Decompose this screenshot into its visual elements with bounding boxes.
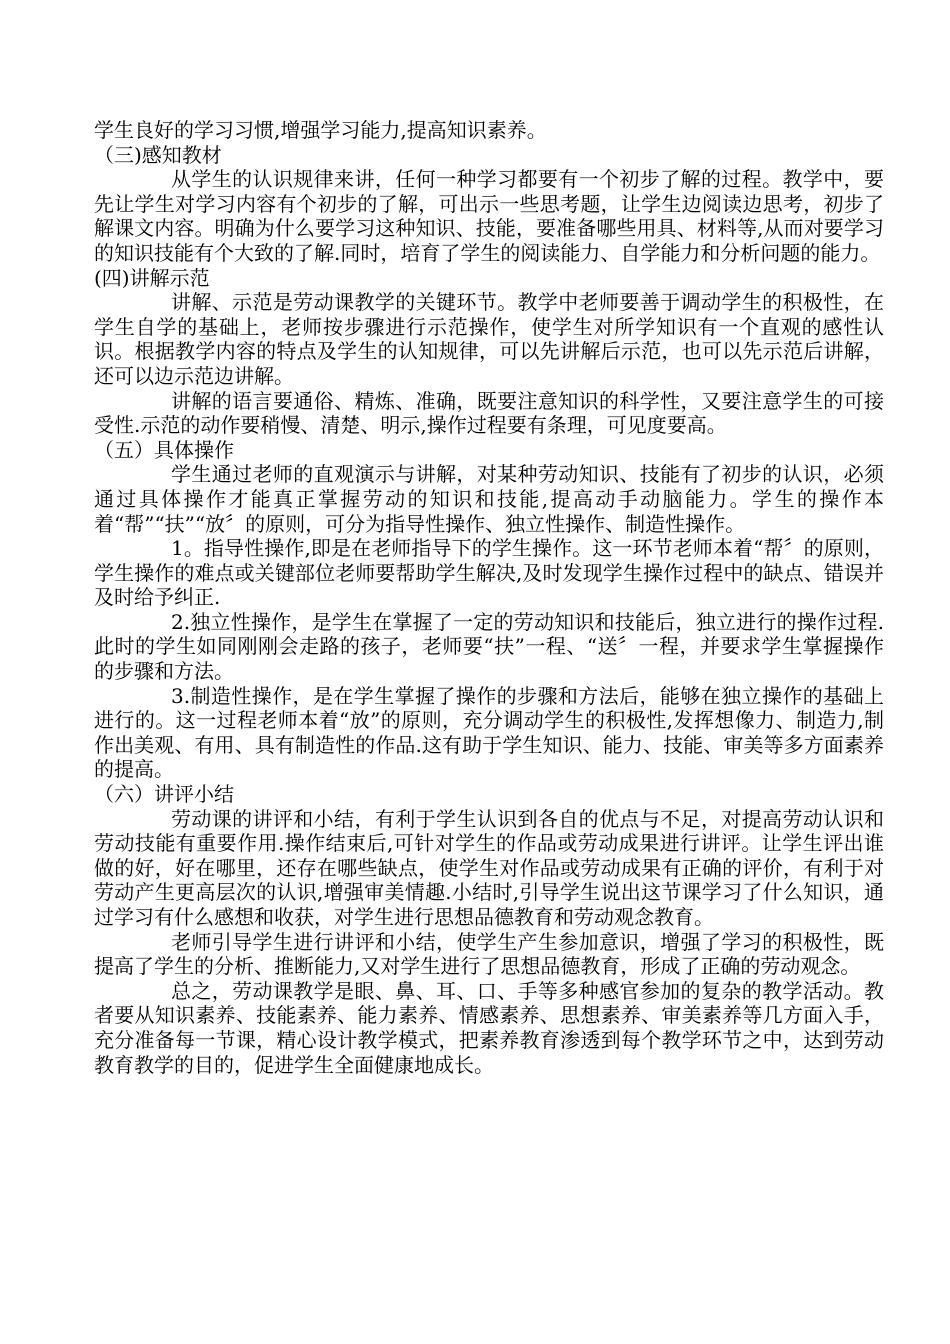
paragraph: 讲解的语言要通俗、精炼、准确，既要注意知识的科学性，又要注意学生的可接受性.示范的动作要稍慢、清楚、明示,操作过程要有条理，可见度要高。 bbox=[94, 388, 884, 438]
section-heading-3: （三)感知教材 bbox=[94, 142, 222, 167]
paragraph: 老师引导学生进行讲评和小结，使学生产生参加意识，增强了学习的积极性，既提高了学生的分析、推断能力,又对学生进行了思想品德教育，形成了正确的劳动观念。 bbox=[94, 929, 884, 979]
list-item-independent-operation: 2.独立性操作，是学生在掌握了一定的劳动知识和技能后，独立进行的操作过程.此时的学生如同刚刚会走路的孩子，老师要“扶”一程、“送〞一程，并要求学生掌握操作的步骤和方法。 bbox=[94, 609, 884, 684]
paragraph: 劳动课的讲评和小结，有利于学生认识到各自的优点与不足，对提高劳动认识和劳动技能有重要作用.操作结束后,可针对学生的作品或劳动成果进行讲评。让学生评出谁做的好，好在哪里，还存在哪些缺点，使学生对作品或劳动成果有正确的评价，有利于对劳动产生更高层次的认识,增强审美情趣.小结时,引导学生说出这节课学习了什么知识，通过学习有什么感想和收获，对学生进行思想品德教育和劳动观念教育。 bbox=[94, 806, 884, 929]
section-heading-4: (四)讲解示范 bbox=[94, 265, 210, 290]
paragraph: 从学生的认识规律来讲，任何一种学习都要有一个初步了解的过程。教学中，要先让学生对学习内容有个初步的了解，可出示一些思考题，让学生边阅读边思考，初步了解课文内容。明确为什么要学习这种知识、技能，要准备哪些用具、材料等,从而对要学习的知识技能有个大致的了解.同时，培育了学生的阅读能力、自学能力和分析问题的能力。 bbox=[94, 167, 884, 265]
paragraph-continuation: 学生良好的学习习惯,增强学习能力,提高知识素养。 bbox=[94, 118, 547, 142]
paragraph-conclusion: 总之，劳动课教学是眼、鼻、耳、口、手等多种感官参加的复杂的教学活动。教者要从知识素养、技能素养、能力素养、情感素养、思想素养、审美素养等几方面入手，充分准备每一节课，精心设计教学模式，把素养教育渗透到每个教学环节之中，达到劳动教育教学的目的，促进学生全面健康地成长。 bbox=[94, 978, 884, 1077]
section-heading-6: （六）讲评小结 bbox=[94, 782, 234, 807]
paragraph: 学生通过老师的直观演示与讲解，对某种劳动知识、技能有了初步的认识，必须通过具体操作才能真正掌握劳动的知识和技能,提高动手动脑能力。学生的操作本着“帮”“扶”“放〞的原则，可分为指导性操作、独立性操作、制造性操作。 bbox=[94, 462, 884, 536]
document-body bbox=[94, 118, 884, 1077]
list-item-creative-operation: 3.制造性操作，是在学生掌握了操作的步骤和方法后，能够在独立操作的基础上进行的。这一过程老师本着“放”的原则，充分调动学生的积极性,发挥想像力、制造力,制作出美观、有用、具有制造性的作品.这有助于学生知识、能力、技能、审美等多方面素养的提高。 bbox=[94, 683, 884, 782]
list-item-guided-operation: 1。指导性操作,即是在老师指导下的学生操作。这一环节老师本着“帮〞的原则，学生操作的难点或关键部位老师要帮助学生解决,及时发现学生操作过程中的缺点、错误并及时给予纠正. bbox=[94, 536, 884, 610]
section-heading-5: （五）具体操作 bbox=[94, 437, 234, 462]
paragraph: 讲解、示范是劳动课教学的关键环节。教学中老师要善于调动学生的积极性，在学生自学的基础上，老师按步骤进行示范操作，使学生对所学知识有一个直观的感性认识。根据教学内容的特点及学生的认知规律，可以先讲解后示范，也可以先示范后讲解，还可以边示范边讲解。 bbox=[94, 290, 884, 388]
